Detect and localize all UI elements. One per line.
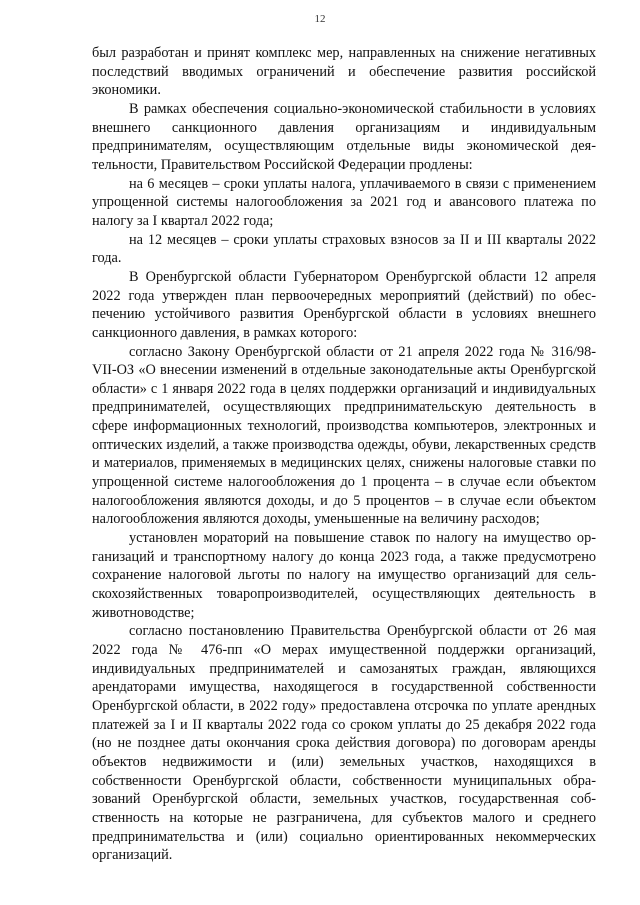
- paragraph-moratorium: установлен мораторий на повышение ставок по налогу на имущество организаций и транспортному налогу до конца 2023 года, а также предусмотрено сохранение налоговой льготы по налогу на имущество организаций для сельскохозяйственных товаропроизводителей, осуществляющих деятельность в животноводстве;: [92, 530, 596, 621]
- paragraph-twelve-months-extension: на 12 месяцев – сроки уплаты страховых взносов за II и III кварталы 2022 года.: [92, 231, 596, 267]
- paragraph-orenburg-plan: В Оренбургской области Губернатором Оренбургской области 12 апреля 2022 года утвержден план первоочередных мероприятий (действий) по обеспечению устойчивого развития Оренбургской области в условиях внешнего санкционного давления, в рамках которого:: [92, 268, 596, 341]
- page-number: 12: [314, 13, 326, 25]
- paragraph-tax-rate-reduction: согласно Закону Оренбургской области от 21 апреля 2022 года № 316/98-VII-ОЗ «О внесении изменений в отдельные законодательные акты Оренбургской области» с 1 января 2022 года в целях поддержки организаций и индивидуальных предпринимателей, осуществляющих предпринимательскую деятельность в сфере информационных технологий, производства компьютеров, электронных и оптических изделий, а также производства одежды, обуви, лекарственных средств и материалов, применяемых в медицинских целях, снижены налоговые ставки по упрощенной системе налогообложения до 1 процента – в случае если объектом налогообложения являются доходы, и до 5 процентов – в случае если объектом налогообложения являются доходы, уменьшенные на величину расходов;: [92, 343, 596, 528]
- paragraph-six-months-extension: на 6 месяцев – сроки уплаты налога, уплачиваемого в связи с применением упрощенной системы налогообложения за 2021 год и авансового платежа по налогу за I квартал 2022 года;: [92, 175, 596, 229]
- paragraph-sanctions-stability: В рамках обеспечения социально-экономической стабильности в условиях внешнего санкционного давления организациям и индивидуальным предпринимателям, осуществляющим отдельные виды экономической деятельности, Правительством Российской Федерации продлены:: [92, 100, 596, 173]
- paragraph-continuation: был разработан и принят комплекс мер, направленных на снижение негативных последствий вводимых ограничений и обеспечение развития российской экономики.: [92, 45, 596, 99]
- document-body: [92, 44, 596, 865]
- paragraph-rent-deferral: согласно постановлению Правительства Оренбургской области от 26 мая 2022 года № 476-пп «О мерах имущественной поддержки организаций, индивидуальных предпринимателей и самозанятых граждан, являющихся арендаторами имущества, находящегося в государственной собственности Оренбургской области, в 2022 году» предоставлена отсрочка по уплате арендных платежей за I и II кварталы 2022 года со сроком уплаты до 25 декабря 2022 года (но не позднее даты окончания срока действия договора) по договорам аренды объектов недвижимости и (или) земельных участков, находящихся в собственности Оренбургской области, собственности муниципальных образований Оренбургской области, земельных участков, государственная собственность на которые не разграничена, для субъектов малого и среднего предпринимательства и (или) социально ориентированных некоммерческих организаций.: [92, 623, 596, 864]
